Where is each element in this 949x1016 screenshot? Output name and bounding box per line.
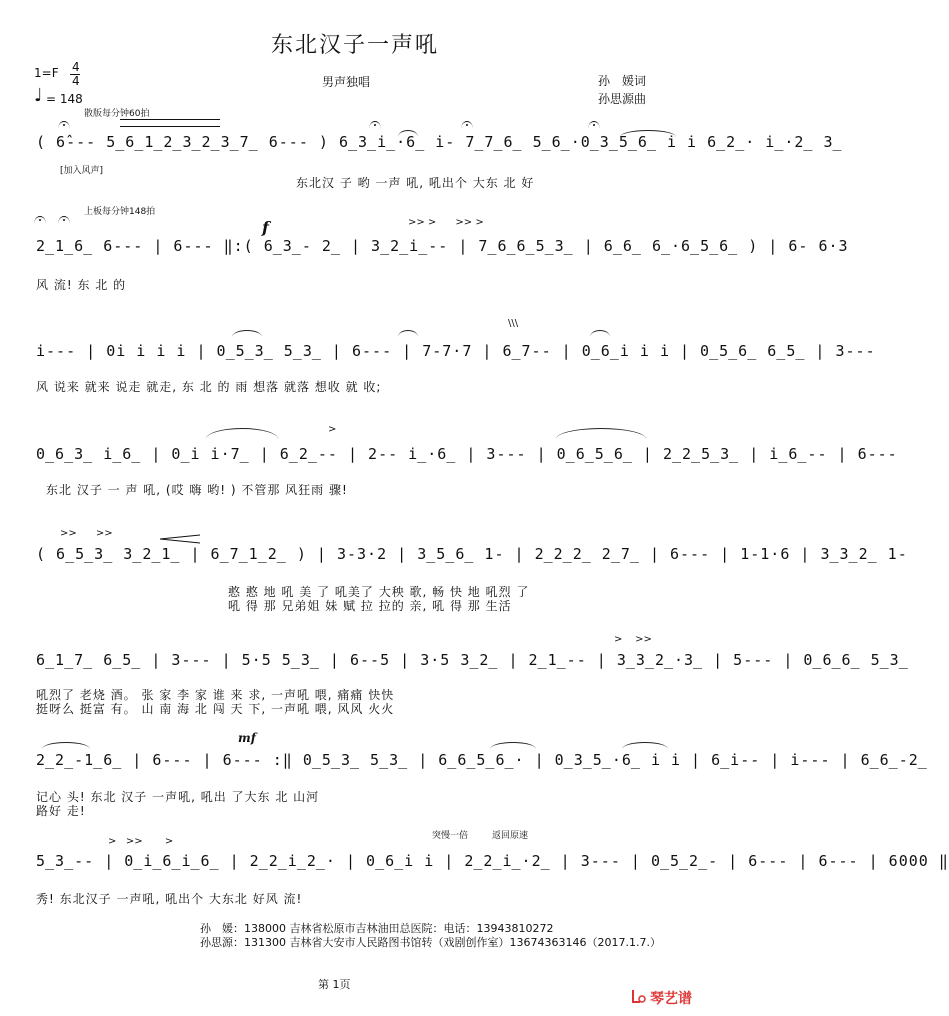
- lyric-line-6b: 挺呀么 挺富 有。 山 南 海 北 闯 天 下, 一声吼 喂, 风风 火火: [36, 702, 395, 716]
- composer-credit: 孙思源曲: [598, 92, 647, 106]
- footer-contact-1: 孙 媛：138000 吉林省松原市吉林油田总医院：电话：13943810272: [200, 922, 554, 935]
- score-system-1: ( 6̂--- 5̲6̲1̲2̲3̲2̲3̲7̲ 6--- ) 6̲3̲i̲·6̲ i̇- 7̲7̲6̲ 5̲6̲·0̲3̲5̲6̲ i̇ i̇ 6̲2̲· i̲·2̲ 3̲: [36, 133, 843, 151]
- direction-speedup: 突慢一倍: [432, 831, 469, 841]
- direction-wind-sound: [加入风声]: [60, 166, 104, 176]
- slur-mark: [556, 428, 646, 439]
- score-system-8: 5̲3̲-- | 0̲i̲6̲i̲6̲ | 2̲2̲i̲2̲· | 0̲6̲i̇ i̇ | 2̲2̲i̲·2̲ | 3--- | 0̲5̲2̲- | 6--- | 6--- | 6000 ‖: [36, 852, 949, 870]
- page-number: 第 1页: [318, 978, 351, 991]
- dynamic-ff: f: [262, 218, 269, 237]
- lyric-line-5b: 吼 得 那 兄弟姐 妹 赋 拉 拉的 亲, 吼 得 那 生活: [228, 599, 512, 613]
- lyric-line-7b: 路好 走!: [36, 804, 86, 818]
- logo-text: 琴艺谱: [650, 991, 692, 1007]
- score-system-5: ( 6̲5̲3̲ 3̲2̲1̲ | 6̲7̲1̲2̲ ) | 3-3·2 | 3̲5̲6̲ 1- | 2̲2̲2̲ 2̲7̲ | 6--- | 1-1·6 | 3̲3̲2̲ 1-: [36, 545, 908, 563]
- fermata-icon: [34, 216, 46, 224]
- score-system-6: 6̲1̲7̲ 6̲5̲ | 3--- | 5·5 5̲3̲ | 6--5 | 3·5 3̲2̲ | 2̲1̲-- | 3̲3̲2̲·3̲ | 5--- | 0̲6̲6̲ 5̲3̲: [36, 651, 909, 669]
- accent-marks: > >>: [614, 634, 652, 645]
- fermata-icon: [461, 121, 473, 129]
- crescendo-wedge: [160, 528, 200, 536]
- slur-mark: [590, 330, 610, 337]
- lyric-line-2: 风 流! 东 北 的: [36, 278, 127, 292]
- accent-marks: >> > >> >: [408, 217, 484, 228]
- fermata-icon: [369, 121, 381, 129]
- genre-label: 男声独唱: [322, 75, 371, 89]
- accent-marks: >: [328, 424, 337, 435]
- score-system-2: 2̲1̲6̲ 6--- | 6--- ‖:( 6̲3̲- 2̲ | 3̲2̲i̲-- | 7̲6̲6̲5̲3̲ | 6̲6̲ 6̲·6̲5̲6̲ ) | 6- 6·3: [36, 237, 849, 255]
- fermata-icon: [58, 121, 70, 129]
- slur-mark: [42, 742, 90, 749]
- direction-main-tempo: 上板每分钟148拍: [84, 207, 156, 217]
- lyric-line-8: 秀! 东北汉子 一声吼, 吼出个 大东北 好风 流!: [36, 892, 303, 906]
- direction-return-speed: 返回原速: [492, 831, 529, 841]
- tempo-value: = 148: [46, 92, 83, 106]
- time-signature-top: 4: [72, 60, 80, 74]
- direction-intro-tempo: 散版每分钟60拍: [84, 109, 150, 119]
- slur-mark: [206, 428, 278, 439]
- lyric-line-6a: 吼烈了 老烧 酒。 张 家 李 家 谁 来 求, 一声吼 喂, 痛痛 快快: [36, 688, 395, 702]
- key-signature: 1=F: [34, 66, 59, 80]
- accent-marks: > >> >: [108, 836, 174, 847]
- crescendo-icon: [160, 535, 200, 543]
- dynamic-mf: mf: [238, 731, 256, 745]
- score-system-7: 2̲2̲-1̲6̲ | 6--- | 6--- :‖ 0̲5̲3̲ 5̲3̲ | 6̲6̲5̲6̲· | 0̲3̲5̲·6̲ i̇ i̇ | 6̲i̇-- | i̇--- | 6̲6̲-2̲: [36, 751, 928, 769]
- lyric-line-4: 东北 汉子 一 声 吼, (哎 嗨 哟! ) 不管那 风狂雨 骤!: [46, 483, 348, 497]
- accel-lines: [120, 119, 220, 127]
- page-title: 东北汉子一声吼: [270, 33, 439, 58]
- accent-marks: >> >>: [60, 528, 113, 539]
- footer-contact-2: 孙思源：131300 吉林省大安市人民路图书馆转（戏剧创作室）13674363146（2017.1.7.）: [200, 936, 661, 949]
- time-signature-bottom: 4: [72, 74, 80, 88]
- accent-marks: \\\: [508, 318, 519, 329]
- lyric-line-1: 东北汉 子 哟 一声 吼, 吼出个 大东 北 好: [296, 176, 535, 190]
- lyric-line-3: 风 说来 就来 说走 就走, 东 北 的 雨 想落 就落 想收 就 收;: [36, 380, 382, 394]
- score-system-4: 0̲6̲3̲ i̲6̲ | 0̲i̇ i̇·7̲ | 6̲2̲-- | 2-- i̲·6̲ | 3--- | 0̲6̲5̲6̲ | 2̲2̲5̲3̲ | i̲6̲-- | 6---: [36, 445, 898, 463]
- fermata-icon: [588, 121, 600, 129]
- score-system-3: i--- | 0i̇ i̇ i̇ i̇ | 0̲5̲3̲ 5̲3̲ | 6--- | 7-7·7 | 6̲7-- | 0̲6̲i̇ i̇ i̇ | 0̲5̲6̲ 6̲5̲ | 3---: [36, 342, 876, 360]
- slur-mark: [622, 742, 668, 749]
- fermata-icon: [58, 216, 70, 224]
- tempo-note-icon: ♩: [34, 85, 43, 106]
- slur-mark: [490, 742, 536, 749]
- lyric-line-5a: 憨 憨 地 吼 美 了 吼美了 大秧 歌, 畅 快 地 吼烈 了: [228, 585, 530, 599]
- slur-mark: [398, 330, 418, 337]
- logo-icon: [630, 988, 648, 1006]
- lyricist-credit: 孙 媛词: [598, 74, 647, 88]
- site-logo: [630, 988, 700, 1006]
- lyric-line-7a: 记心 头! 东北 汉子 一声吼, 吼出 了大东 北 山河: [36, 790, 320, 804]
- slur-mark: [232, 330, 262, 337]
